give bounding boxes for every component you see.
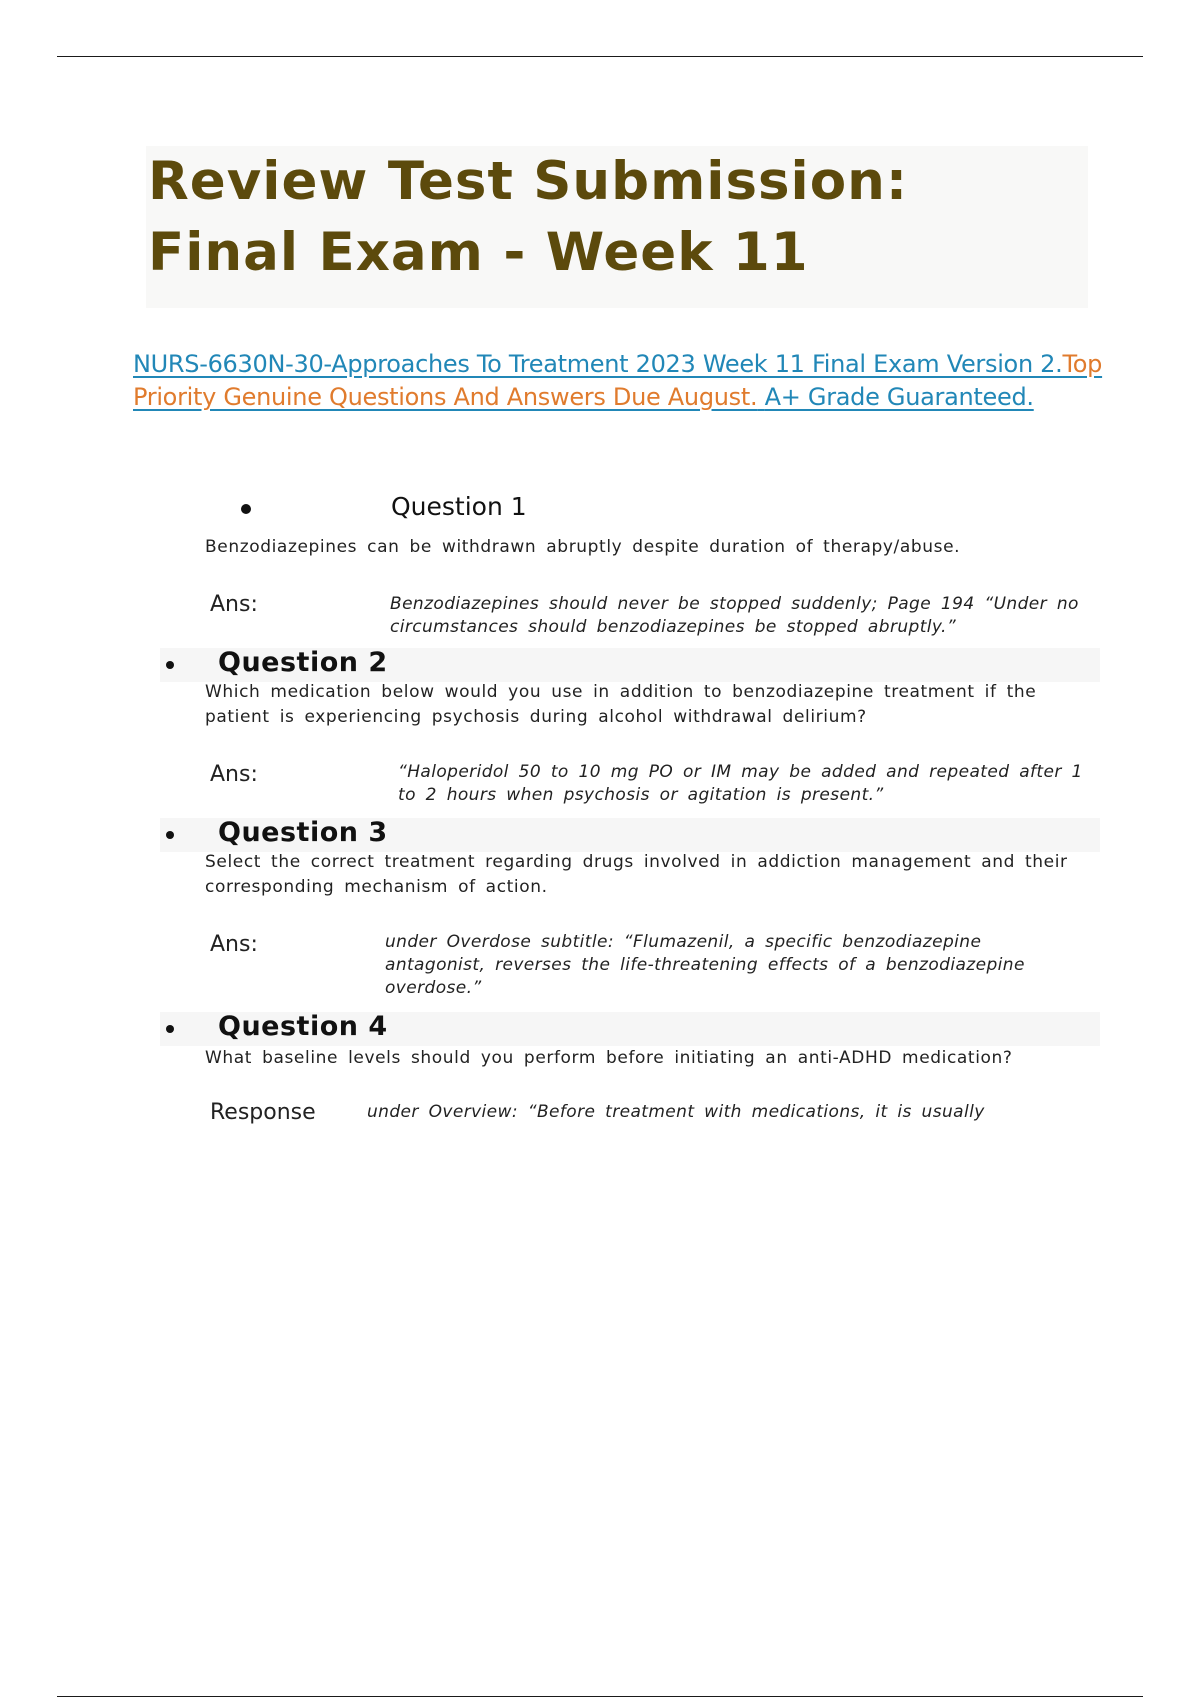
question-2-heading bbox=[160, 648, 1100, 682]
question-4-heading bbox=[160, 1012, 1100, 1046]
answer-2-text: “Haloperidol 50 to 10 mg PO or IM may be added and repeated after 1 to 2 hours when psychosis or agitation is present.” bbox=[398, 762, 1083, 805]
bullet-icon bbox=[241, 504, 251, 514]
bullet-icon bbox=[166, 831, 174, 839]
question-3-heading bbox=[160, 818, 1100, 852]
answer-3-label: Ans: bbox=[210, 932, 258, 957]
page-title-line-2: Final Exam - Week 11 bbox=[148, 222, 809, 283]
page-title-line-1: Review Test Submission: bbox=[148, 151, 909, 212]
answer-1-text: Benzodiazepines should never be stopped suddenly; Page 194 “Under no circumstances should benzodiazepines be stopped abruptly.” bbox=[390, 594, 1079, 637]
bullet-icon bbox=[166, 1025, 174, 1033]
subtitle-course-name: NURS-6630N-30-Approaches To Treatment 2023 Week 11 Final Exam Version 2. bbox=[133, 350, 1063, 378]
question-3-label: Question 3 bbox=[218, 817, 388, 848]
question-2-text: Which medication below would you use in addition to benzodiazepine treatment if the patient is experiencing psychosis during alcohol withdrawal delirium? bbox=[205, 682, 1037, 727]
course-subtitle-link[interactable] bbox=[133, 348, 1123, 414]
question-1-text: Benzodiazepines can be withdrawn abruptly despite duration of therapy/abuse. bbox=[205, 537, 961, 557]
answer-3-text: under Overdose subtitle: “Flumazenil, a specific benzodiazepine antagonist, reverses the life-threatening effects of a benzodiazepine overdose.” bbox=[385, 932, 1025, 998]
answer-4-text: under Overview: “Before treatment with medications, it is usually bbox=[367, 1102, 985, 1122]
top-rule bbox=[57, 56, 1143, 57]
question-4-text: What baseline levels should you perform before initiating an anti-ADHD medication? bbox=[205, 1048, 1013, 1068]
answer-2-label: Ans: bbox=[210, 762, 258, 787]
question-3-text: Select the correct treatment regarding drugs involved in addiction management and their corresponding mechanism of action. bbox=[205, 852, 1068, 897]
answer-1-label: Ans: bbox=[210, 592, 258, 617]
question-1-label: Question 1 bbox=[391, 492, 527, 521]
subtitle-guarantee: A+ Grade Guaranteed. bbox=[764, 383, 1034, 411]
subtitle-promo-text: Top Priority Genuine Questions And Answers Due August. bbox=[133, 350, 1103, 411]
bottom-rule bbox=[57, 1696, 1143, 1697]
page-title-box bbox=[146, 146, 1088, 308]
question-4-label: Question 4 bbox=[218, 1011, 388, 1042]
page-title bbox=[146, 146, 1088, 288]
question-2-label: Question 2 bbox=[218, 647, 388, 678]
bullet-icon bbox=[166, 661, 174, 669]
answer-4-label: Response bbox=[210, 1100, 316, 1125]
